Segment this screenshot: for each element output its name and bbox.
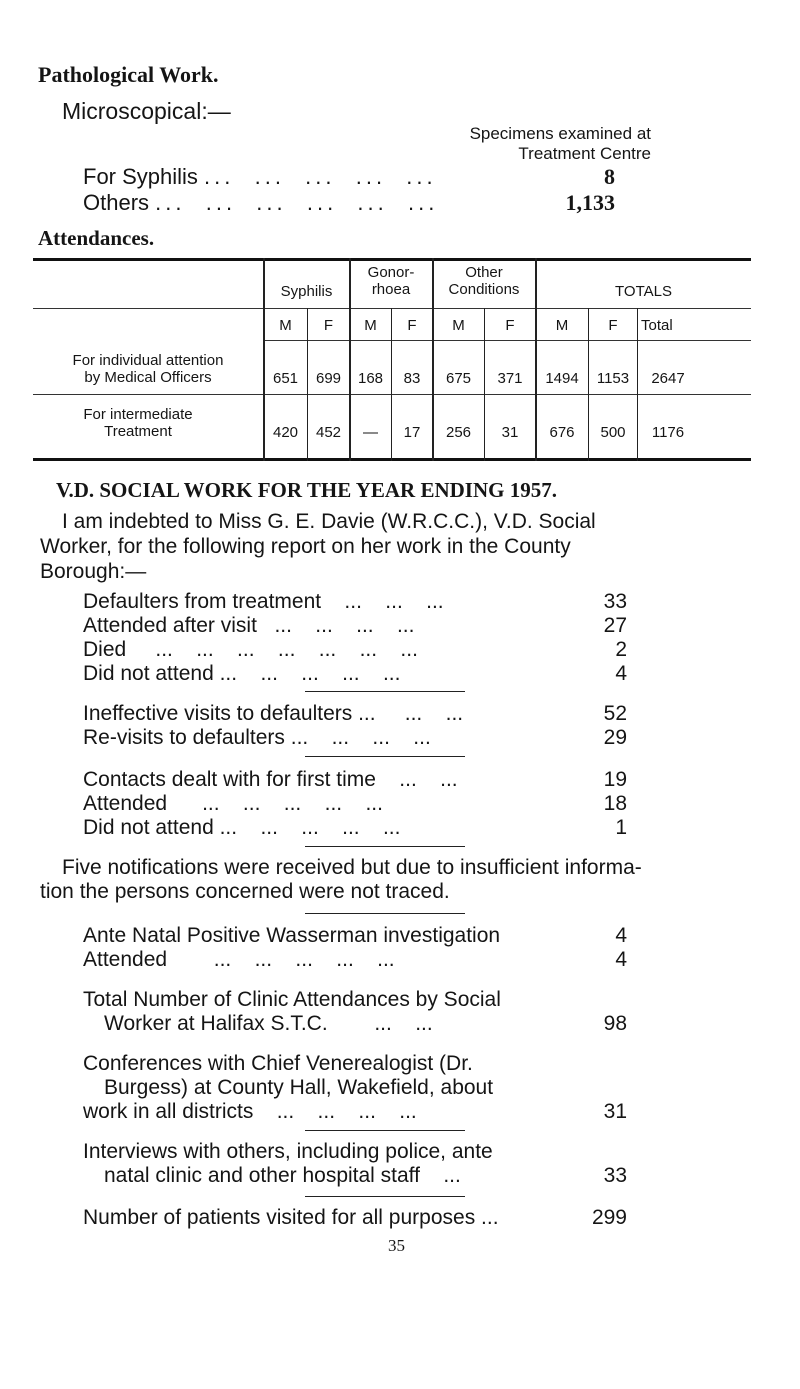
stat-label: Re-visits to defaulters ... ... ... ... [83, 726, 431, 749]
stat-value: 1 [615, 816, 627, 839]
subheader-f: F [608, 317, 618, 334]
stat-value: 33 [603, 590, 627, 613]
page-number: 35 [388, 1236, 405, 1255]
stat-label: Died ... ... ... ... ... ... ... [83, 638, 418, 661]
subheader-m: M [364, 317, 377, 334]
specimen-row-label: Others ... ... ... ... ... ... [83, 190, 439, 215]
stat-value: 2 [615, 638, 627, 661]
subheader-total: Total [641, 317, 673, 334]
specimen-row-label: For Syphilis ... ... ... ... ... [83, 164, 437, 189]
table-cell: 256 [445, 424, 472, 441]
microscopical-label: Microscopical:— [62, 98, 231, 124]
stat-label: Did not attend ... ... ... ... ... [83, 662, 401, 685]
subheader-m: M [452, 317, 465, 334]
stat-value: 31 [603, 1100, 627, 1123]
table-cell: 452 [315, 424, 342, 441]
conference-text: Burgess) at County Hall, Wakefield, about [104, 1076, 494, 1099]
table-cell: 83 [403, 370, 421, 387]
stat-label: Defaulters from treatment ... ... ... [83, 590, 444, 613]
group-header-gonorrhoea: Gonor- rhoea [367, 264, 415, 298]
subheader-f: F [407, 317, 417, 334]
stat-value: 4 [615, 924, 627, 947]
divider [305, 913, 465, 914]
intro-line: Borough:— [40, 560, 147, 583]
notification-text: Five notifications were received but due to insufficient informa- [62, 856, 642, 879]
specimen-row-value: 8 [604, 164, 615, 189]
table-cell: 1176 [651, 424, 685, 441]
vd-heading: V.D. SOCIAL WORK FOR THE YEAR ENDING 1957. [56, 478, 557, 502]
intro-line: I am indebted to Miss G. E. Davie (W.R.C.C.), V.D. Social [62, 510, 596, 533]
attendances-heading: Attendances. [38, 226, 155, 250]
subheader-f: F [323, 317, 334, 334]
attendances-table [33, 258, 751, 461]
stat-value: 33 [603, 1164, 627, 1187]
stat-label: Attended ... ... ... ... ... [83, 792, 383, 815]
row-label-individual: For individual attention by Medical Officers [72, 352, 224, 386]
table-cell: 31 [501, 424, 519, 441]
table-cell: 1153 [596, 370, 630, 387]
pathological-heading: Pathological Work. [38, 62, 219, 87]
interviews-text: natal clinic and other hospital staff ... [104, 1164, 461, 1187]
stat-value: 4 [615, 662, 627, 685]
specimens-header-line2: Treatment Centre [518, 144, 651, 163]
table-cell: 420 [272, 424, 299, 441]
stat-value: 4 [615, 948, 627, 971]
intro-line: Worker, for the following report on her work in the County [40, 535, 571, 558]
table-cell: 500 [600, 424, 626, 441]
clinic-text: Worker at Halifax S.T.C. ... ... [104, 1012, 433, 1035]
clinic-text: Total Number of Clinic Attendances by Social [83, 988, 501, 1011]
stat-label: Attended after visit ... ... ... ... [83, 614, 415, 637]
divider [305, 691, 465, 692]
divider [305, 1196, 465, 1197]
group-header-other: Other Conditions [448, 264, 520, 298]
stat-label: Contacts dealt with for first time ... ... [83, 768, 458, 791]
subheader-f: F [505, 317, 515, 334]
conference-text: Conferences with Chief Venerealogist (Dr. [83, 1052, 473, 1075]
interviews-text: Interviews with others, including police, ante [83, 1140, 493, 1163]
subheader-m: M [555, 317, 569, 334]
row-label-intermediate: For intermediate Treatment [83, 406, 193, 440]
stat-value: 29 [603, 726, 627, 749]
specimens-header-line1: Specimens examined at [469, 124, 651, 143]
table-cell: 17 [403, 424, 421, 441]
table-cell: 2647 [651, 370, 685, 387]
table-cell: — [363, 424, 378, 441]
table-cell: 651 [272, 370, 299, 387]
stat-label: Did not attend ... ... ... ... ... [83, 816, 401, 839]
stat-value: 98 [603, 1012, 627, 1035]
stat-value: 299 [591, 1206, 627, 1229]
stat-value: 19 [603, 768, 627, 791]
divider [305, 756, 465, 757]
stat-value: 52 [603, 702, 627, 725]
stat-value: 27 [603, 614, 627, 637]
group-header-syphilis: Syphilis [280, 283, 333, 300]
stat-label: Attended ... ... ... ... ... [83, 948, 395, 971]
divider [305, 1130, 465, 1131]
table-cell: 168 [357, 370, 384, 387]
table-cell: 1494 [545, 370, 579, 387]
table-cell: 699 [315, 370, 342, 387]
specimen-row-value: 1,133 [565, 190, 615, 215]
stat-label: Ineffective visits to defaulters ... ... ... [83, 702, 464, 725]
table-cell: 676 [549, 424, 575, 441]
notification-text: tion the persons concerned were not traced. [40, 880, 450, 903]
stat-value: 18 [603, 792, 627, 815]
table-cell: 675 [445, 370, 472, 387]
patients-text: Number of patients visited for all purposes ... [83, 1206, 499, 1229]
conference-text: work in all districts ... ... ... ... [83, 1100, 417, 1123]
subheader-m: M [279, 317, 292, 334]
stat-label: Ante Natal Positive Wasserman investigation [83, 924, 501, 947]
group-header-totals: TOTALS [615, 283, 672, 300]
divider [305, 846, 465, 847]
table-cell: 371 [497, 370, 523, 387]
